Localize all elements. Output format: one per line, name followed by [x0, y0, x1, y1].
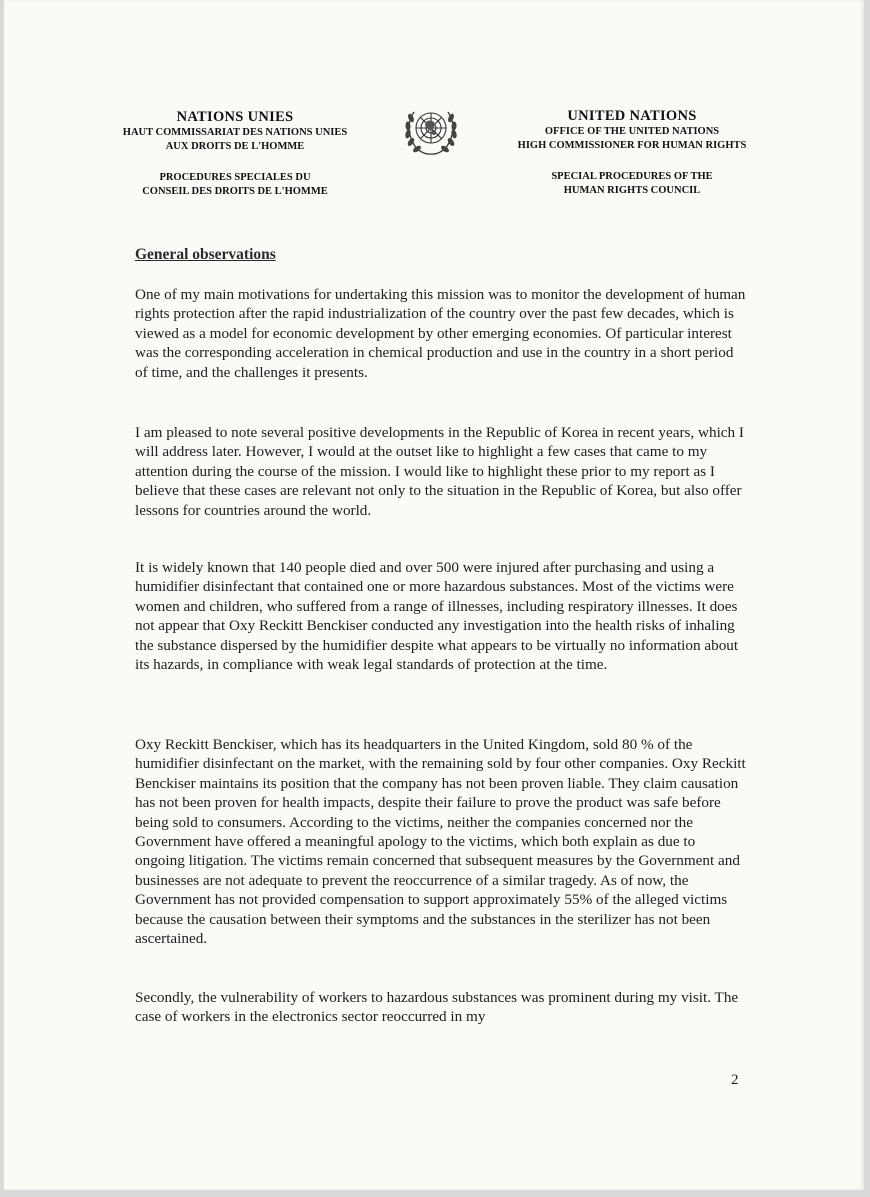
- header-french: [94, 109, 376, 199]
- body-paragraph: One of my main motivations for undertaking this mission was to monitor the development of human rights protection after the rapid industrialization of the country over the past few decades, which is viewed as a model for economic development by other emerging economies. Of particular interest was the corresponding acceleration in chemical production and use in the country in a short period of time, and the challenges it presents.: [135, 286, 746, 381]
- header-french-line: AUX DROITS DE L'HOMME: [165, 141, 305, 152]
- document-page: [4, 0, 864, 1190]
- header-french-title: NATIONS UNIES: [176, 109, 294, 125]
- header-english-line: HUMAN RIGHTS COUNCIL: [563, 185, 701, 196]
- header-english-line: OFFICE OF THE UNITED NATIONS: [544, 126, 720, 137]
- header-english-line: SPECIAL PROCEDURES OF THE: [551, 171, 713, 182]
- header-english-line: HIGH COMMISSIONER FOR HUMAN RIGHTS: [517, 140, 747, 151]
- header-french-line: CONSEIL DES DROITS DE L'HOMME: [142, 186, 328, 197]
- header-english: [504, 108, 760, 198]
- un-emblem-icon: [398, 104, 464, 160]
- header-french-line: PROCEDURES SPECIALES DU: [159, 172, 311, 183]
- header-english-title: UNITED NATIONS: [567, 108, 697, 124]
- body-paragraph: Oxy Reckitt Benckiser, which has its headquarters in the United Kingdom, sold 80 % of the humidifier disinfectant on the market, with the remaining sold by four other companies. Oxy Reckitt Benckiser maintains its position that the company has not been proven liable. They claim causation has not been proven for health impacts, despite their failure to prove the product was safe before being sold to consumers. According to the victims, neither the companies concerned nor the Government have offered a meaningful apology to the victims, which both explain as due to ongoing litigation. The victims remain concerned that subsequent measures by the Government and businesses are not adequate to prevent the reoccurrence of a similar tragedy. As of now, the Government has not provided compensation to support approximately 55% of the alleged victims because the causation between their symptoms and the substances in the sterilizer has not been ascertained.: [135, 736, 746, 948]
- body-paragraph: Secondly, the vulnerability of workers to hazardous substances was prominent during my visit. The case of workers in the electronics sector reoccurred in my: [135, 989, 739, 1026]
- body-paragraph: It is widely known that 140 people died and over 500 were injured after purchasing and using a humidifier disinfectant that contained one or more hazardous substances. Most of the victims were women and children, who suffered from a range of illnesses, including respiratory illnesses. It does not appear that Oxy Reckitt Benckiser conducted any investigation into the health risks of inhaling the substance dispersed by the humidifier despite what appears to be virtually no information about its hazards, in compliance with weak legal standards of protection at the time.: [135, 559, 739, 674]
- body-paragraph: I am pleased to note several positive developments in the Republic of Korea in recent years, which I will address later. However, I would at the outset like to highlight a few cases that came to my attention during the course of the mission. I would like to highlight these prior to my report as I believe that these cases are relevant not only to the situation in the Republic of Korea, but also offer lessons for countries around the world.: [135, 424, 744, 519]
- page-number: 2: [731, 1072, 739, 1088]
- section-heading: General observations: [135, 246, 276, 263]
- header-french-line: HAUT COMMISSARIAT DES NATIONS UNIES: [122, 127, 348, 138]
